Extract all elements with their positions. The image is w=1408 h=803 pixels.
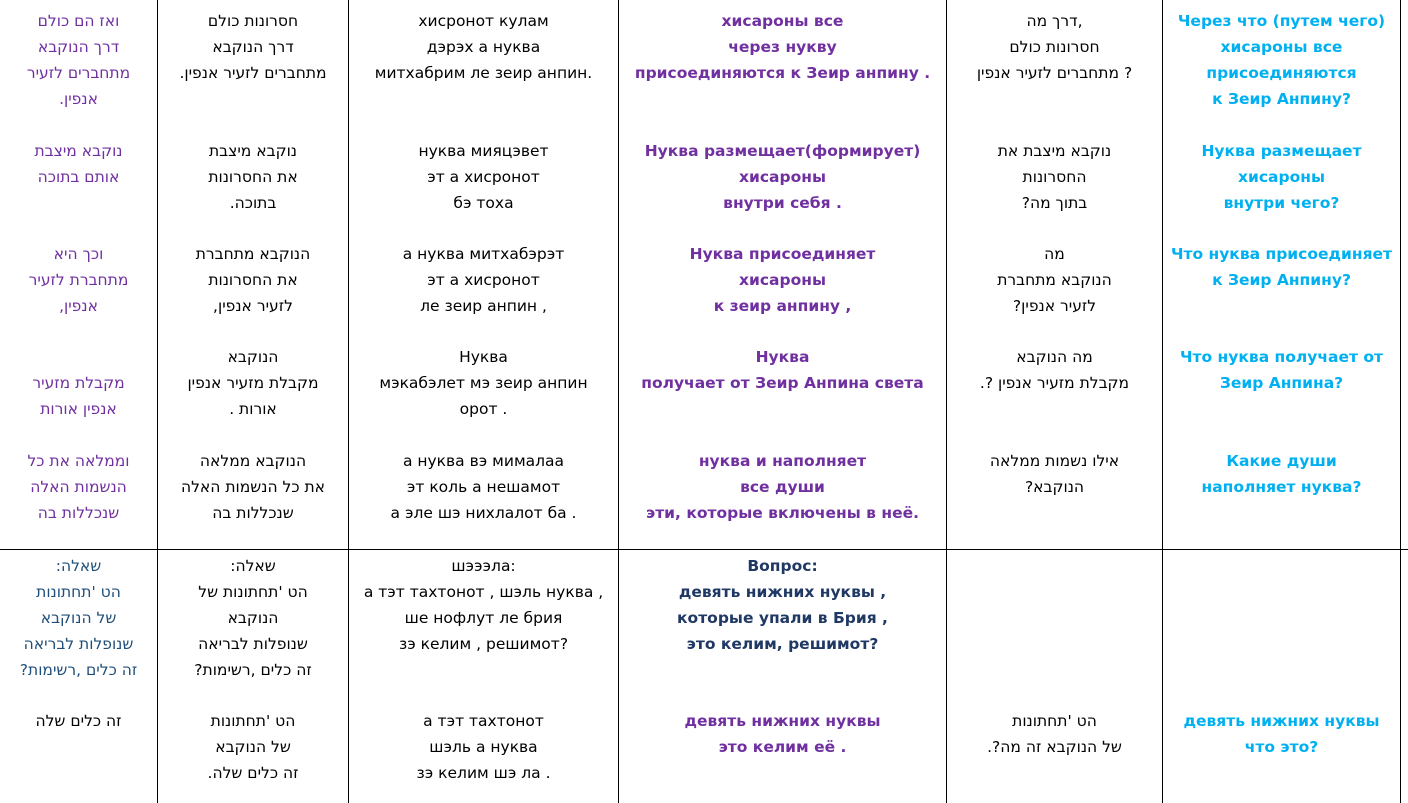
- cell-transliteration: шэээла: а тэт тахтонот , шэль нуква , ше нофлут ле брия зэ келим , решимот?: [363, 557, 604, 653]
- column-divider: [618, 0, 619, 803]
- cell-transliteration: а нуква митхабэрэт эт а хисронот ле зеир анпин ,: [402, 245, 565, 315]
- cell-hebrew-question: נוקבא מיצבת את החסרונות בתוך מה?: [997, 142, 1112, 212]
- cell-hebrew-plain: הנוקבא ממלאה את כל הנשמות האלה שנכללות בה: [180, 452, 325, 522]
- cell-russian: Нуква получает от Зеир Анпина света: [641, 348, 924, 392]
- cell-transliteration: а тэт тахтонот шэль а нуква зэ келим шэ ла .: [416, 712, 551, 782]
- cell-russian: хисароны все через нукву присоединяются к Зеир анпину .: [634, 12, 931, 82]
- cell-russian: Вопрос: девять нижних нуквы , которые упали в Брия , это келим, решимот?: [677, 557, 888, 653]
- cell-hebrew-question: ,דרך מה חסרונות כולם ? מתחברים לזעיר אנפין: [976, 12, 1133, 82]
- cell-hebrew-plain: הט 'תחתונות של הנוקבא זה כלים שלה.: [207, 712, 299, 782]
- cell-russian: девять нижних нуквы это келим её .: [684, 712, 881, 756]
- cell-hebrew-original: שאלה: הט 'תחתונות של הנוקבא שנופלות לבריאה זה כלים ,רשימות?: [19, 557, 138, 679]
- cell-transliteration: хисронот кулам дэрэх а нуква митхабрим ле зеир анпин.: [374, 12, 593, 82]
- cell-hebrew-plain: הנוקבא מתחברת את החסרונות לזעיר אנפין,: [195, 245, 311, 315]
- cell-hebrew-question: הט 'תחתונות של הנוקבא זה מה?.: [987, 712, 1122, 756]
- cell-russian-question: Что нуква присоединяет к Зеир Анпину?: [1170, 245, 1393, 289]
- column-divider: [1400, 0, 1401, 803]
- cell-hebrew-original: נוקבא מיצבת אותם בתוכה: [34, 142, 123, 186]
- cell-russian: нуква и наполняет все души эти, которые включены в неё.: [646, 452, 919, 522]
- cell-hebrew-question: מה הנוקבא מקבלת מזעיר אנפין ?.: [979, 348, 1130, 392]
- cell-hebrew-original: ואז הם כולם דרך הנוקבא מתחברים לזעיר אנפין.: [26, 12, 131, 108]
- cell-hebrew-original: זה כלים שלה: [35, 712, 122, 730]
- cell-russian-question: девять нижних нуквы что это?: [1183, 712, 1380, 756]
- cell-hebrew-original: וכך היא מתחברת לזעיר אנפין,: [28, 245, 129, 315]
- cell-transliteration: нуква мияцэвет эт а хисронот бэ тоха: [418, 142, 549, 212]
- cell-hebrew-plain: חסרונות כולם דרך הנוקבא מתחברים לזעיר אנפין.: [179, 12, 327, 82]
- column-divider: [1162, 0, 1163, 803]
- cell-hebrew-question: אילו נשמות ממלאה הנוקבא?: [989, 452, 1120, 496]
- cell-hebrew-plain: הנוקבא מקבלת מזעיר אנפין אורות .: [187, 348, 319, 418]
- cell-russian: Нуква размещает(формирует) хисароны внутри себя .: [644, 142, 921, 212]
- cell-transliteration: Нуква мэкабэлет мэ зеир анпин орот .: [379, 348, 588, 418]
- cell-hebrew-plain: שאלה: הט 'תחתונות של הנוקבא שנופלות לבריאה זה כלים ,רשימות?: [194, 557, 312, 679]
- cell-hebrew-original: וממלאה את כל הנשמות האלה שנכללות בה: [27, 452, 130, 522]
- cell-russian-question: Какие души наполняет нуква?: [1201, 452, 1362, 496]
- cell-russian: Нуква присоединяет хисароны к зеир анпину ,: [689, 245, 876, 315]
- cell-hebrew-plain: נוקבא מיצבת את החסרונות בתוכה.: [208, 142, 298, 212]
- cell-transliteration: а нуква вэ мималаа эт коль а нешамот а эле шэ нихлалот ба .: [390, 452, 577, 522]
- cell-russian-question: Через что (путем чего) хисароны все присоединяются к Зеир Анпину?: [1177, 12, 1386, 108]
- cell-hebrew-original: מקבלת מזעיר אנפין אורות: [32, 374, 125, 418]
- cell-russian-question: Что нуква получает от Зеир Анпина?: [1180, 348, 1383, 392]
- section-divider: [0, 549, 1408, 550]
- cell-russian-question: Нуква размещает хисароны внутри чего?: [1201, 142, 1362, 212]
- column-divider: [946, 0, 947, 803]
- cell-hebrew-question: מה הנוקבא מתחברת לזעיר אנפין?: [997, 245, 1112, 315]
